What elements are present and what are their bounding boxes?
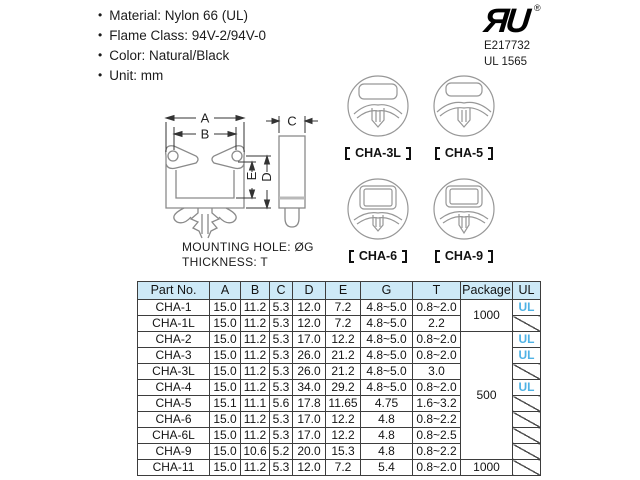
dimension-cell: 4.8~5.0 [361,380,413,396]
part-no-cell: CHA-9 [138,444,210,460]
variant-name: CHA-3L [355,146,401,160]
dimension-cell: 15.0 [210,444,241,460]
dimension-cell: 5.3 [270,300,293,316]
ul-not-listed-cell [513,444,541,460]
dimension-cell: 15.0 [210,348,241,364]
dimension-cell: 4.8 [361,444,413,460]
variant-caption-cha-3l [330,146,426,160]
column-header: C [270,282,293,300]
ul-listed-cell: UL [513,300,541,316]
dimension-cell: 5.3 [270,380,293,396]
variant-view-cha-5 [432,74,496,138]
dimension-cell: 4.8~5.0 [361,332,413,348]
dimension-cell: 4.8 [361,428,413,444]
dimension-cell: 5.3 [270,348,293,364]
drawing-notes [182,240,314,269]
variant-name: CHA-5 [444,146,484,160]
ul-standard: UL 1565 [484,56,528,68]
bracket-right-icon [406,147,411,160]
dimension-cell: 2.2 [413,316,461,332]
column-header: A [210,282,241,300]
ul-listed-cell: UL [513,332,541,348]
variant-caption-cha-6 [330,249,426,263]
dim-label-a: A [200,110,210,126]
column-header: UL [513,282,541,300]
dimension-cell: 11.2 [241,460,270,476]
dimension-cell: 5.4 [361,460,413,476]
dim-label-b: B [200,126,210,142]
note-thickness: THICKNESS: T [182,254,269,269]
dim-label-c: C [287,113,297,129]
variant-name: CHA-6 [358,249,398,263]
dimension-cell: 7.2 [326,300,361,316]
ul-not-listed-cell [513,412,541,428]
column-header: B [241,282,270,300]
ul-certification-block [482,2,548,69]
dimension-cell: 4.8~5.0 [361,316,413,332]
dim-label-d: D [259,172,274,182]
dimension-cell: 4.8~5.0 [361,300,413,316]
pin-outline [279,136,305,227]
dimension-lines [166,116,271,209]
variant-name: CHA-9 [444,249,484,263]
bracket-right-icon [488,147,493,160]
dimension-cell: 0.8~2.5 [413,428,461,444]
part-no-cell: CHA-11 [138,460,210,476]
ul-listed-cell: UL [513,348,541,364]
package-qty-cell: 1000 [461,300,513,332]
variant-view-cha-6 [346,177,410,241]
dimension-cell: 5.3 [270,428,293,444]
dimension-cell: 34.0 [293,380,326,396]
bracket-left-icon [435,147,440,160]
dimension-cell: 11.2 [241,428,270,444]
part-no-cell: CHA-5 [138,396,210,412]
note-mounting-hole: MOUNTING HOLE: ØG [182,240,314,254]
dimension-cell: 0.8~2.2 [413,412,461,428]
variant-view-cha-3l [346,74,410,138]
dimension-cell: 15.3 [326,444,361,460]
package-qty-cell: 500 [461,332,513,460]
dimension-cell: 12.0 [293,316,326,332]
dimension-cell: 4.75 [361,396,413,412]
ul-not-listed-cell [513,364,541,380]
material-spec-list [98,6,266,86]
dimension-cell: 0.8~2.2 [413,444,461,460]
dimension-cell: 20.0 [293,444,326,460]
ul-listed-cell: UL [513,380,541,396]
dimension-cell: 1.6~3.2 [413,396,461,412]
dimension-cell: 4.8~5.0 [361,364,413,380]
bracket-left-icon [435,250,440,263]
dimension-cell: 3.0 [413,364,461,380]
package-qty-cell: 1000 [461,460,513,476]
dimension-cell: 21.2 [326,348,361,364]
dimension-cell: 11.65 [326,396,361,412]
dimension-cell: 15.0 [210,380,241,396]
side-view-drawing [262,110,322,242]
table-row [138,300,541,316]
spec-material: • Material: Nylon 66 (UL) [98,6,266,26]
variant-view-cha-9 [432,177,496,241]
variant-caption-cha-5 [416,146,512,160]
dimension-cell: 0.8~2.0 [413,460,461,476]
dimension-cell: 15.0 [210,316,241,332]
spec-flame-class: • Flame Class: 94V-2/94V-0 [98,26,266,46]
dimension-cell: 29.2 [326,380,361,396]
ul-not-listed-cell [513,316,541,332]
part-no-cell: CHA-6 [138,412,210,428]
dimension-cell: 0.8~2.0 [413,332,461,348]
dimension-cell: 11.2 [241,332,270,348]
spec-table [137,281,541,476]
registered-trademark-icon: ® [534,3,541,13]
bracket-right-icon [402,250,407,263]
table-row [138,332,541,348]
column-header: G [361,282,413,300]
bracket-left-icon [349,250,354,263]
column-header: D [293,282,326,300]
dimension-cell: 5.3 [270,316,293,332]
spec-unit: • Unit: mm [98,66,266,86]
dimension-cell: 21.2 [326,364,361,380]
dimension-cell: 12.2 [326,412,361,428]
ul-file-number: E217732 [484,40,531,52]
dimension-cell: 15.0 [210,412,241,428]
part-no-cell: CHA-3L [138,364,210,380]
variant-caption-cha-9 [416,249,512,263]
column-header: E [326,282,361,300]
ul-not-listed-cell [513,396,541,412]
dimension-cell: 12.2 [326,332,361,348]
dimension-cell: 12.2 [326,428,361,444]
dimension-cell: 26.0 [293,348,326,364]
dimension-cell: 11.2 [241,316,270,332]
dimension-cell: 11.1 [241,396,270,412]
front-view-drawing [144,110,276,244]
table-header-row [138,282,541,300]
dimension-cell: 17.8 [293,396,326,412]
spec-color: • Color: Natural/Black [98,46,266,66]
dimension-cell: 15.0 [210,300,241,316]
dimension-cell: 12.0 [293,460,326,476]
dimension-cell: 5.3 [270,364,293,380]
dimension-cell: 0.8~2.0 [413,300,461,316]
part-no-cell: CHA-2 [138,332,210,348]
dimension-cell: 11.2 [241,380,270,396]
ul-recognized-mark-icon: ЯU [482,2,530,40]
table-row [138,460,541,476]
dimension-cell: 4.8~5.0 [361,348,413,364]
bracket-right-icon [488,250,493,263]
dimension-cell: 15.0 [210,460,241,476]
part-no-cell: CHA-6L [138,428,210,444]
dimension-cell: 11.2 [241,412,270,428]
dimension-cell: 15.0 [210,332,241,348]
dimension-cell: 11.2 [241,348,270,364]
dimension-cell: 26.0 [293,364,326,380]
dimension-cell: 15.0 [210,364,241,380]
column-header: T [413,282,461,300]
part-no-cell: CHA-1L [138,316,210,332]
column-header: Package [461,282,513,300]
dimension-cell: 15.1 [210,396,241,412]
dimension-cell: 17.0 [293,332,326,348]
dimension-cell: 12.0 [293,300,326,316]
part-no-cell: CHA-3 [138,348,210,364]
dim-label-e: E [244,171,259,181]
dimension-cell: 0.8~2.0 [413,380,461,396]
dimension-cell: 5.3 [270,460,293,476]
clamp-outline [166,146,245,238]
dimension-cell: 15.0 [210,428,241,444]
part-no-cell: CHA-1 [138,300,210,316]
ul-not-listed-cell [513,460,541,476]
dimension-cell: 7.2 [326,316,361,332]
dimension-cell: 7.2 [326,460,361,476]
dimension-cell: 5.3 [270,412,293,428]
dimension-cell: 5.6 [270,396,293,412]
dimension-cell: 11.2 [241,300,270,316]
dimension-cell: 5.3 [270,332,293,348]
dimension-cell: 11.2 [241,364,270,380]
part-no-cell: CHA-4 [138,380,210,396]
dimension-cell: 17.0 [293,428,326,444]
dimension-cell: 5.2 [270,444,293,460]
dimension-cell: 0.8~2.0 [413,348,461,364]
ul-not-listed-cell [513,428,541,444]
dimension-cell: 17.0 [293,412,326,428]
dimension-cell: 10.6 [241,444,270,460]
column-header: Part No. [138,282,210,300]
bracket-left-icon [345,147,350,160]
dimension-cell: 4.8 [361,412,413,428]
